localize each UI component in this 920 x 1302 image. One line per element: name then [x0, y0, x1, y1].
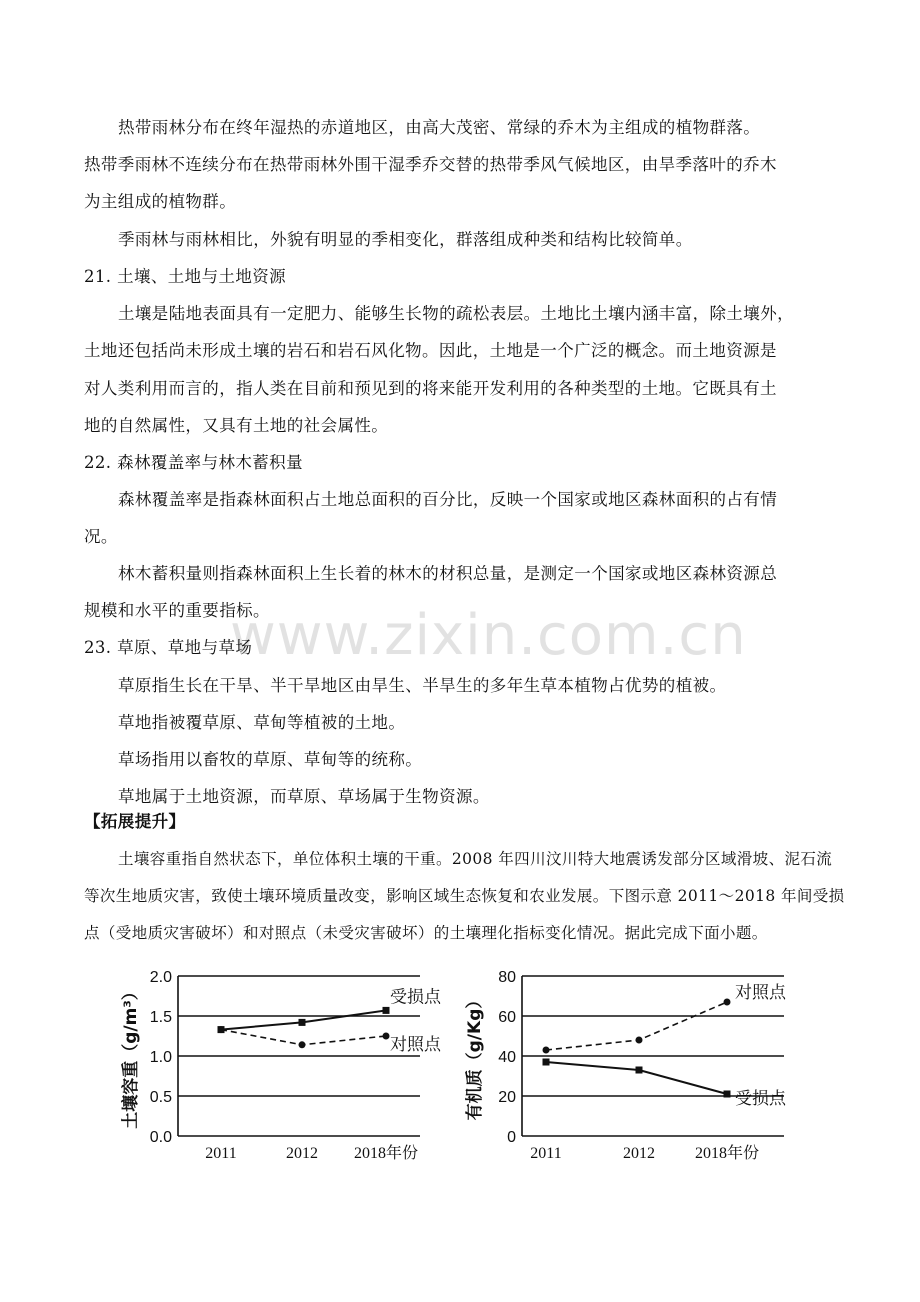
- paragraph-line: 地的自然属性，又具有土地的社会属性。: [84, 416, 389, 435]
- x-tick-label: 2011: [530, 1145, 562, 1162]
- data-point: [724, 1091, 731, 1098]
- section-title: 21. 土壤、土地与土地资源: [84, 267, 287, 286]
- series-label: 受损点: [390, 987, 441, 1007]
- paragraph-line: 对人类利用而言的，指人类在目前和预见到的将来能开发利用的各种类型的土地。它既具有土: [84, 379, 777, 398]
- paragraph-line: 林木蓄积量则指森林面积上生长着的林木的材积总量，是测定一个国家或地区森林资源总: [118, 564, 778, 583]
- series-label: 对照点: [735, 983, 786, 1002]
- y-tick-label: 20: [498, 1089, 516, 1106]
- paragraph-line: 森林覆盖率是指森林面积占土地总面积的百分比，反映一个国家或地区森林面积的占有情: [118, 490, 778, 509]
- data-point: [636, 1067, 643, 1074]
- paragraph-line: 草地属于土地资源，而草原、草场属于生物资源。: [118, 787, 490, 806]
- y-tick-label: 1.5: [149, 1009, 172, 1026]
- paragraph-line: 季雨林与雨林相比，外貌有明显的季相变化，群落组成种类和结构比较简单。: [118, 230, 693, 249]
- data-point: [636, 1037, 643, 1044]
- paragraph-line: 热带季雨林不连续分布在热带雨林外围干湿季乔交替的热带季风气候地区，由旱季落叶的乔木: [84, 155, 777, 174]
- series-label: 受损点: [735, 1089, 786, 1108]
- series-line: [546, 1002, 727, 1050]
- y-axis-label: 有机质（g/Kg）: [465, 991, 485, 1121]
- y-tick-label: 0.0: [149, 1129, 172, 1146]
- y-tick-label: 1.0: [149, 1049, 172, 1066]
- paragraph-line: 为主组成的植物群。: [84, 192, 237, 211]
- watermark: www.zixin.com.cn: [230, 603, 747, 668]
- question-line: 点（受地质灾害破坏）和对照点（未受灾害破坏）的土壤理化指标变化情况。据此完成下面小题。: [84, 924, 768, 942]
- y-tick-label: 2.0: [149, 969, 172, 986]
- section-title: 22. 森林覆盖率与林木蓄积量: [84, 453, 303, 472]
- paragraph-line: 土地还包括尚未形成土壤的岩石和岩石风化物。因此，土地是一个广泛的概念。而土地资源是: [84, 341, 777, 360]
- organic-matter-chart: [462, 958, 802, 1168]
- data-point: [724, 999, 731, 1006]
- data-point: [383, 1007, 390, 1014]
- question-line: 土壤容重指自然状态下，单位体积土壤的干重。2008 年四川汶川特大地震诱发部分区域滑坡、泥石流: [118, 850, 833, 868]
- paragraph-line: 草场指用以畜牧的草原、草甸等的统称。: [118, 750, 423, 769]
- x-tick-label: 2018年份: [353, 1145, 419, 1162]
- data-point: [543, 1059, 550, 1066]
- paragraph-line: 况。: [84, 527, 118, 546]
- paragraph-line: 规模和水平的重要指标。: [84, 601, 270, 620]
- y-tick-label: 0: [507, 1129, 516, 1146]
- y-axis-label: 土壤容重（g/m³）: [121, 983, 141, 1129]
- x-tick-label: 2012: [286, 1145, 318, 1162]
- data-point: [299, 1041, 306, 1048]
- y-tick-label: 80: [498, 969, 516, 986]
- y-tick-label: 60: [498, 1009, 516, 1026]
- y-tick-label: 0.5: [149, 1089, 172, 1106]
- data-point: [543, 1047, 550, 1054]
- soil-bulk-density-chart: [118, 958, 458, 1168]
- series-label: 对照点: [390, 1035, 441, 1054]
- paragraph-line: 土壤是陆地表面具有一定肥力、能够生长物的疏松表层。土地比土壤内涵丰富，除土壤外，: [118, 304, 794, 323]
- data-point: [383, 1033, 390, 1040]
- y-tick-label: 40: [498, 1049, 516, 1066]
- x-tick-label: 2012: [623, 1145, 655, 1162]
- section-title: 23. 草原、草地与草场: [84, 638, 253, 657]
- data-point: [299, 1019, 306, 1026]
- paragraph-line: 热带雨林分布在终年湿热的赤道地区，由高大茂密、常绿的乔木为主组成的植物群落。: [118, 118, 761, 137]
- data-point: [218, 1026, 225, 1033]
- paragraph-line: 草原指生长在干旱、半干旱地区由旱生、半旱生的多年生草本植物占优势的植被。: [118, 676, 727, 695]
- x-tick-label: 2018年份: [694, 1145, 760, 1162]
- x-tick-label: 2011: [205, 1145, 237, 1162]
- paragraph-line: 草地指被覆草原、草甸等植被的土地。: [118, 713, 406, 732]
- question-line: 等次生地质灾害，致使土壤环境质量改变，影响区域生态恢复和农业发展。下图示意 2011～2018 年间受损: [84, 887, 845, 905]
- section-heading: 【拓展提升】: [84, 812, 186, 831]
